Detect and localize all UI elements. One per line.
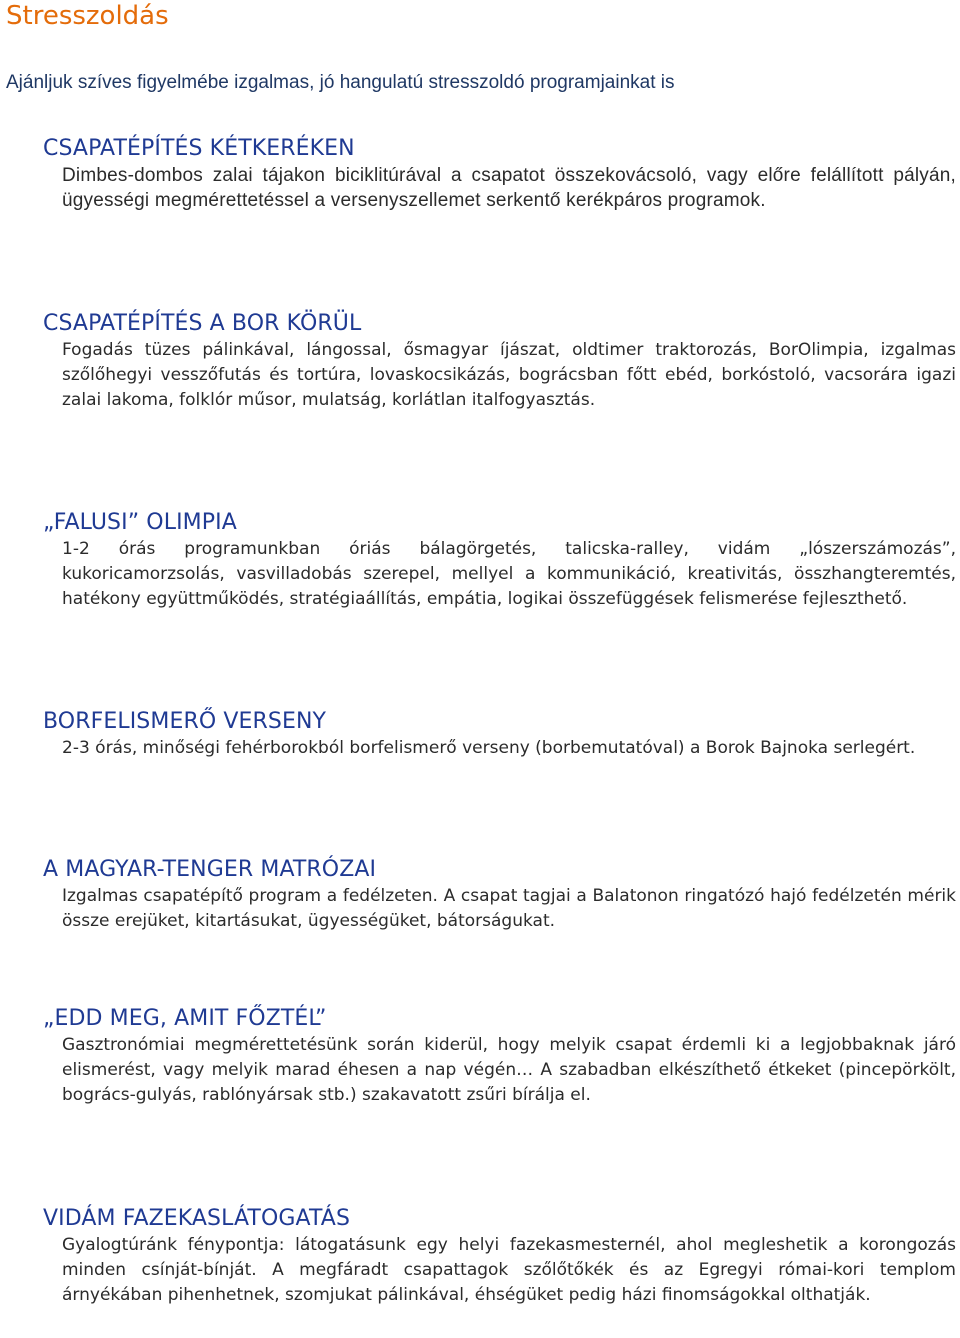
section-body: Fogadás tüzes pálinkával, lángossal, ősmagyar íjászat, oldtimer traktorozás, BorOlimpia, izgalmas szőlőhegyi vesszőfutás és tortúra, lovaskocsikázás, bográcsban főtt ebéd, borkóstoló, vacsorára igazi zalai lakoma, folklór műsor, mulatság, korlátlan italfogyasztás. — [62, 340, 956, 410]
section-body: 1-2 órás programunkban óriás bálagörgetés, talicska-ralley, vidám „lószerszámozás”, kukoricamorzsolás, vasvilladobás szerepel, mellyel a kommunikáció, kreativitás, összhangteremtés, hatékony együttműködés, stratégiaállítás, empátia, logikai összefüggések felismerése fejleszthető. — [62, 539, 956, 609]
section-heading: CSAPATÉPÍTÉS A BOR KÖRÜL — [43, 311, 362, 336]
section-wine-recognition-contest — [43, 708, 956, 761]
section-body: Izgalmas csapatépítő program a fedélzeten. A csapat tagjai a Balatonon ringatózó hajó fedélzetén mérik össze erejüket, kitartásukat, ügyességüket, bátorságukat. — [62, 886, 956, 931]
section-balaton-sailors — [43, 856, 956, 934]
section-heading: VIDÁM FAZEKASLÁTOGATÁS — [43, 1206, 351, 1231]
section-body: Gyalogtúránk fénypontja: látogatásunk egy helyi fazekasmesternél, ahol megleshetik a korongozás minden csínját-bínját. A megfáradt csapattagok szőlőtőkék és az Egregyi római-kori templom árnyékában pihenhetnek, szomjukat pálinkával, éhségüket pedig házi finomságokkal olthatják. — [62, 1235, 956, 1305]
section-bike-teambuilding — [43, 135, 956, 213]
section-heading: A MAGYAR-TENGER MATRÓZAI — [43, 857, 377, 882]
section-body: Gasztronómiai megmérettetésünk során kiderül, hogy melyik csapat érdemli ki a legjobbaknak járó elismerést, vagy melyik marad éhesen a nap végén… A szabadban elkészíthető étkeket (pincepörkölt, bogrács-gulyás, rablónyársak stb.) szakavatott zsűri bírálja el. — [62, 1035, 956, 1105]
section-body: Dimbes-dombos zalai tájakon biciklitúrával a csapatot összekovácsoló, vagy előre felállított pályán, ügyességi megmérettetéssel a versenyszellemet serkentő kerékpáros programok. — [62, 165, 956, 211]
page-title: Stresszoldás — [6, 1, 169, 31]
section-village-olympics — [43, 509, 956, 612]
section-cooking-contest — [43, 1005, 956, 1108]
intro-text: Ajánljuk szíves figyelmébe izgalmas, jó hangulatú stresszoldó programjainkat is — [6, 72, 675, 93]
section-wine-teambuilding — [43, 310, 956, 413]
section-heading: CSAPATÉPÍTÉS KÉTKERÉKEN — [43, 136, 355, 161]
section-heading: „EDD MEG, AMIT FŐZTÉL” — [43, 1006, 327, 1031]
section-heading: „FALUSI” OLIMPIA — [43, 510, 237, 535]
section-pottery-visit — [43, 1205, 956, 1308]
section-heading: BORFELISMERŐ VERSENY — [43, 709, 327, 734]
section-body: 2-3 órás, minőségi fehérborokból borfelismerő verseny (borbemutatóval) a Borok Bajnoka serlegért. — [62, 738, 916, 758]
